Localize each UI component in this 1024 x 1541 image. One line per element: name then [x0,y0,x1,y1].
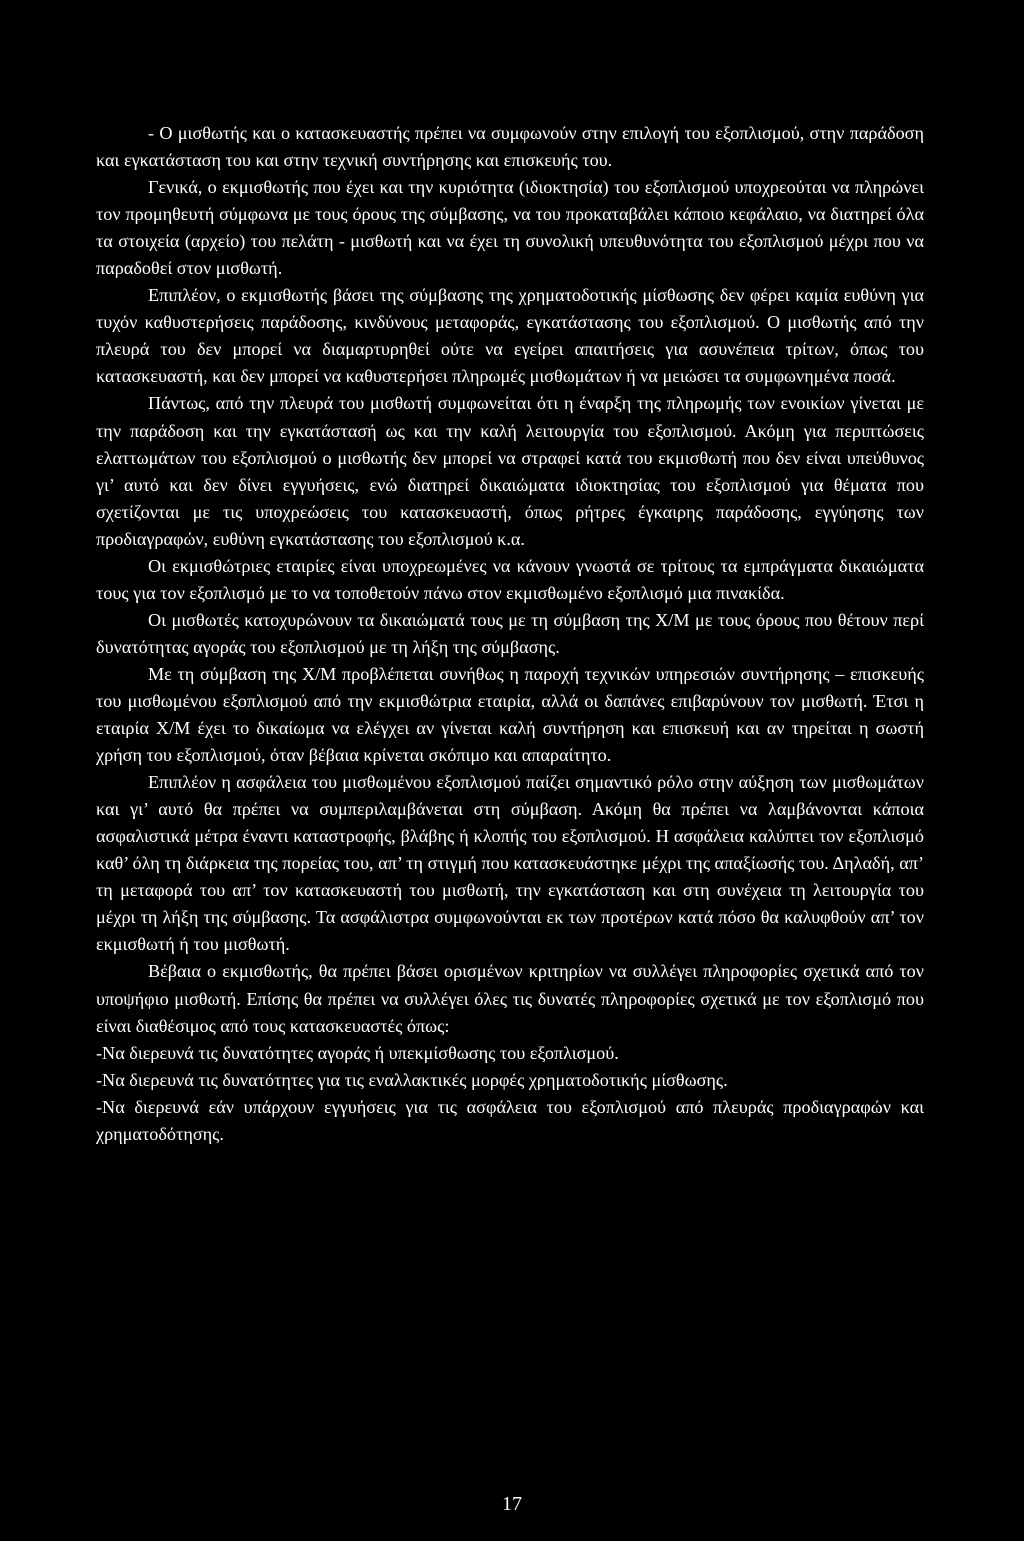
paragraph-lessor-obligations: Γενικά, ο εκμισθωτής που έχει και την κυριότητα (ιδιοκτησία) του εξοπλισμού υποχρεούται να πληρώνει τον προμηθευτή σύμφωνα με τους όρους της σύμβασης, να του προκαταβάλει κάποιο κεφάλαιο, να διατηρεί όλα τα στοιχεία (αρχείο) του πελάτη - μισθωτή και να έχει τη συνολική υπευθυνότητα του εξοπλισμού μέχρι που να παραδοθεί στον μισθωτή. [96,177,924,279]
paragraph-lessor-no-liability: Επιπλέον, ο εκμισθωτής βάσει της σύμβασης της χρηματοδοτικής μίσθωσης δεν φέρει καμία ευθύνη για τυχόν καθυστερήσεις παράδοσης, κινδύνους μεταφοράς, εγκατάστασης του εξοπλισμού. Ο μισθωτής από την πλευρά του δεν μπορεί να διαμαρτυρηθεί ούτε να εγείρει απαιτήσεις για ασυνέπεια τρίτων, όπως του κατασκευαστή, και δεν μπορεί να καθυστερήσει πληρωμές μισθωμάτων ή να μειώσει τα συμφωνημένα ποσά. [96,285,924,387]
bullet-item: -Να διερευνά εάν υπάρχουν εγγυήσεις για τις ασφάλεια του εξοπλισμού από πλευράς προδιαγραφών και χρηματοδότησης. [96,1096,924,1144]
document-body [96,120,924,1148]
paragraph-maintenance-services: Με τη σύμβαση της Χ/Μ προβλέπεται συνήθως η παροχή τεχνικών υπηρεσιών συντήρησης – επισκευής του μισθωμένου εξοπλισμού από την εκμισθώτρια εταιρία, αλλά οι δαπάνες επιβαρύνουν τον μισθωτή. Έτσι η εταιρία Χ/Μ έχει το δικαίωμα να ελέγχει αν γίνεται καλή συντήρηση και επισκευή και αν τηρείται η σωστή χρήση του εξοπλισμού, όταν βέβαια κρίνεται σκόπιμο και απαραίτητο. [96,663,924,766]
paragraph-lessee-manufacturer-agreement: - Ο μισθωτής και ο κατασκευαστής πρέπει να συμφωνούν στην επιλογή του εξοπλισμού, στην παράδοση και εγκατάσταση του και στην τεχνική συντήρησης και επισκευής του. [96,123,924,171]
paragraph-information-gathering: Βέβαια ο εκμισθωτής, θα πρέπει βάσει ορισμένων κριτηρίων να συλλέγει πληροφορίες σχετικά από τον υποψήφιο μισθωτή. Επίσης θα πρέπει να συλλέγει όλες τις δυνατές πληροφορίες σχετικά με τον εξοπλισμό που είναι διαθέσιμος από τους κατασκευαστές όπως: [96,961,924,1036]
paragraph-rent-payment-start: Πάντως, από την πλευρά του μισθωτή συμφωνείται ότι η έναρξη της πληρωμής των ενοικίων γίνεται με την παράδοση και την εγκατάστασή ως και την καλή λειτουργία του εξοπλισμού. Ακόμη για περιπτώσεις ελαττωμάτων του εξοπλισμού ο μισθωτής δεν μπορεί να στραφεί κατά του εκμισθωτή που δεν είναι υπεύθυνος γι’ αυτό και δεν δίνει εγγυήσεις, ενώ διατηρεί δικαιώματα ιδιοκτησίας του εξοπλισμού για θέματα που σχετίζονται με τις υποχρεώσεις του κατασκευαστή, όπως ρήτρες έγκαιρης παράδοσης, εγγύησης των προδιαγραφών, ευθύνη εγκατάστασης του εξοπλισμού κ.α. [96,393,924,549]
paragraph-lessee-rights: Οι μισθωτές κατοχυρώνουν τα δικαιώματά τους με τη σύμβαση της Χ/Μ με τους όρους που θέτουν περί δυνατότητας αγοράς του εξοπλισμού με τη λήξη της σύμβασης. [96,609,924,657]
paragraph-lessor-plate: Οι εκμισθώτριες εταιρίες είναι υποχρεωμένες να κάνουν γνωστά σε τρίτους τα εμπράγματα δικαιώματα τους για τον εξοπλισμό με το να τοποθετούν πάνω στον εκμισθωμένο εξοπλισμό μια πινακίδα. [96,555,924,603]
bullet-item: -Να διερευνά τις δυνατότητες για τις εναλλακτικές μορφές χρηματοδοτικής μίσθωσης. [96,1069,728,1090]
paragraph-insurance: Επιπλέον η ασφάλεια του μισθωμένου εξοπλισμού παίζει σημαντικό ρόλο στην αύξηση των μισθωμάτων και γι’ αυτό θα πρέπει να συμπεριλαμβάνεται στη σύμβαση. Ακόμη θα πρέπει να λαμβάνονται κάποια ασφαλιστικά μέτρα έναντι καταστροφής, βλάβης ή κλοπής του εξοπλισμού. Η ασφάλεια καλύπτει τον εξοπλισμό καθ’ όλη τη διάρκεια της πορείας του, απ’ τη στιγμή που κατασκευάστηκε μέχρι της απαξίωσής του. Δηλαδή, απ’ τη μεταφορά του απ’ τον κατασκευαστή του μισθωτή, την εγκατάσταση και στη συνέχεια τη λειτουργία του μέχρι τη λήξη της σύμβασης. Τα ασφάλιστρα συμφωνούνται εκ των προτέρων κατά πόσο θα καλυφθούν απ’ τον εκμισθωτή ή του μισθωτή. [96,772,924,955]
page-number: 17 [502,1493,522,1515]
bullet-item: -Να διερευνά τις δυνατότητες αγοράς ή υπεκμίσθωσης του εξοπλισμού. [96,1042,619,1063]
